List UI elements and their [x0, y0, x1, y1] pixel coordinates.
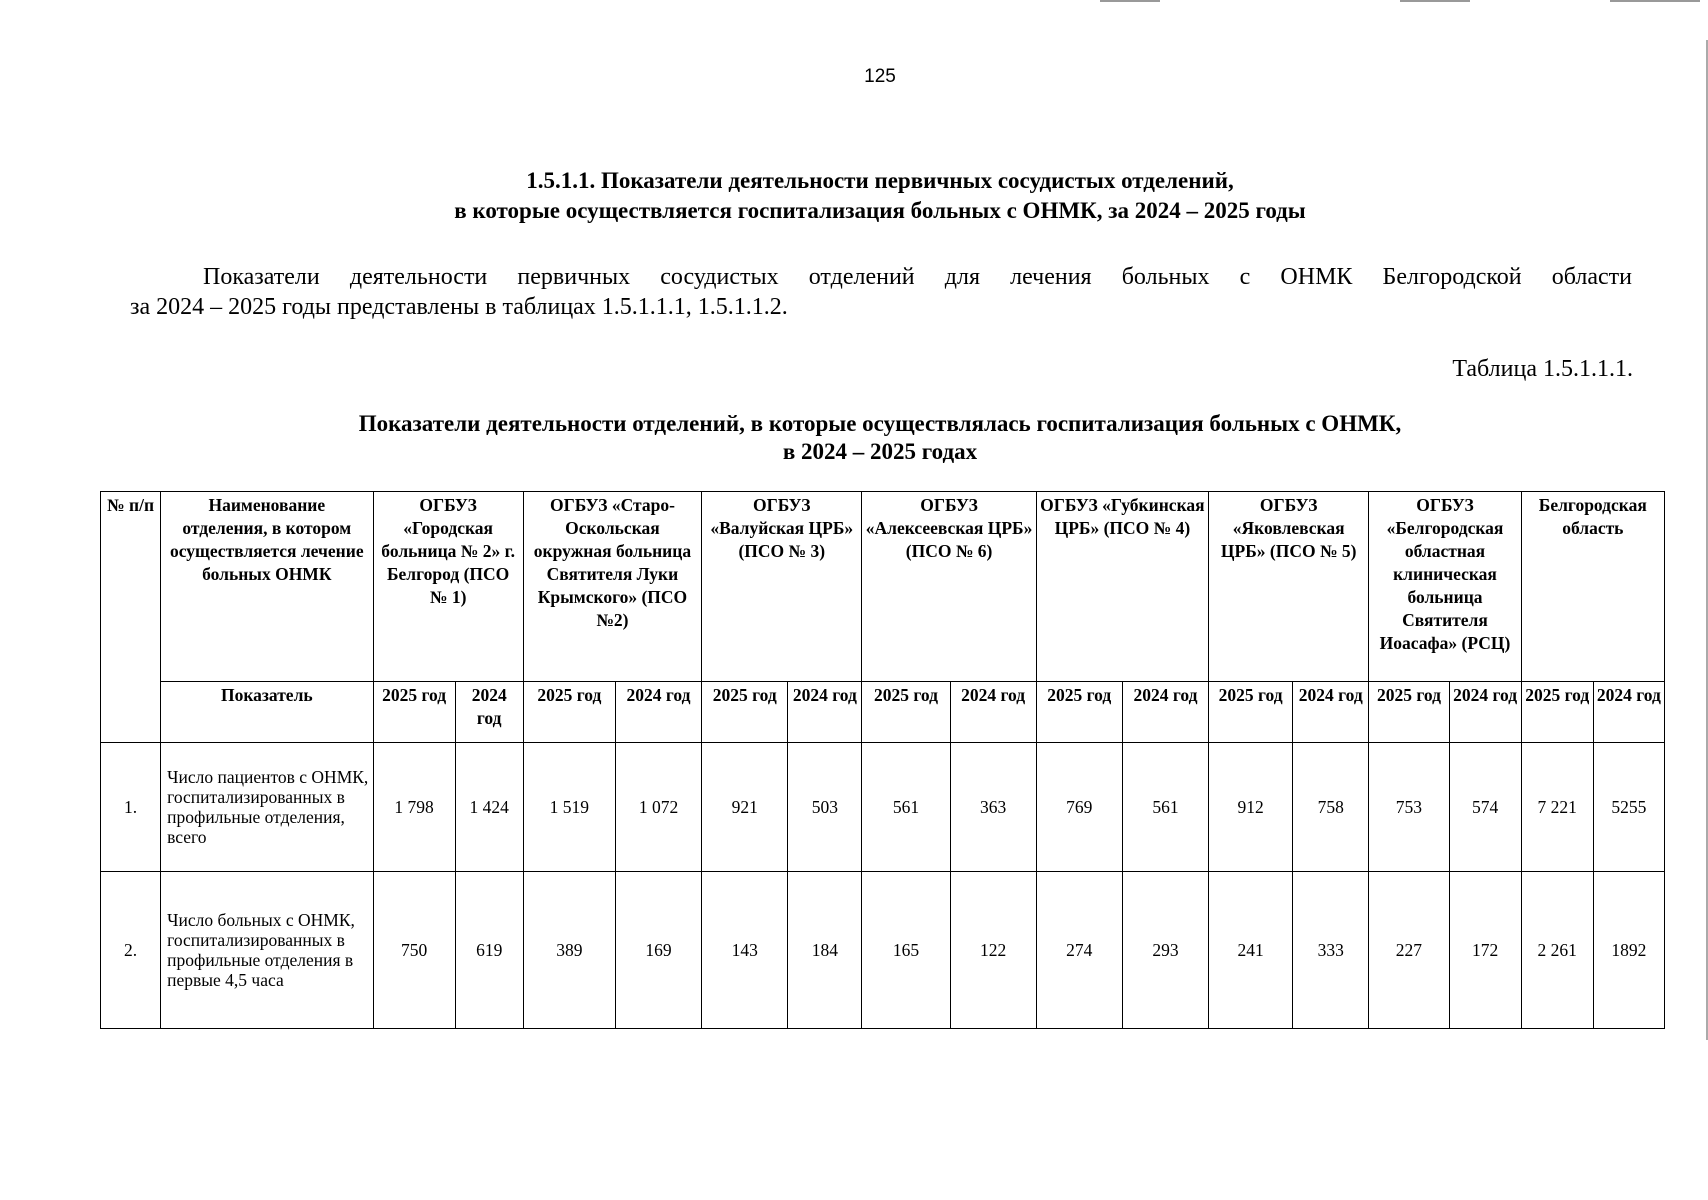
value-cell: 333	[1293, 872, 1369, 1029]
hospital-header: ОГБУЗ «Старо-Оскольская окружная больница Святителя Луки Крымского» (ПСО №2)	[523, 492, 701, 682]
value-cell: 274	[1036, 872, 1122, 1029]
page-number: 125	[864, 66, 896, 87]
value-cell: 184	[788, 872, 862, 1029]
year-header: 2024 год	[615, 682, 701, 743]
intro-line2: за 2024 – 2025 годы представлены в таблицах 1.5.1.1.1, 1.5.1.1.2.	[130, 294, 788, 320]
section-title-line2: в которые осуществляется госпитализация больных с ОНМК, за 2024 – 2025 годы	[454, 198, 1306, 223]
indicators-table	[100, 491, 1665, 1029]
value-cell: 769	[1036, 743, 1122, 872]
year-header: 2025 год	[523, 682, 615, 743]
year-header: 2024 год	[1593, 682, 1664, 743]
hospital-header: ОГБУЗ «Белгородская областная клиническая больница Святителя Иоасафа» (РСЦ)	[1369, 492, 1521, 682]
row-indicator-name: Число больных с ОНМК, госпитализированных в профильные отделения в первые 4,5 часа	[161, 872, 373, 1029]
value-cell: 389	[523, 872, 615, 1029]
value-cell: 293	[1122, 872, 1208, 1029]
header-row-years	[101, 682, 1665, 743]
value-cell: 912	[1209, 743, 1293, 872]
value-cell: 1 519	[523, 743, 615, 872]
value-cell: 172	[1449, 872, 1521, 1029]
year-header: 2024 год	[788, 682, 862, 743]
value-cell: 2 261	[1521, 872, 1593, 1029]
value-cell: 169	[615, 872, 701, 1029]
value-cell: 241	[1209, 872, 1293, 1029]
table-title-line1: Показатели деятельности отделений, в которые осуществлялась госпитализация больных с ОНМК,	[358, 411, 1402, 436]
value-cell: 750	[373, 872, 455, 1029]
value-cell: 227	[1369, 872, 1449, 1029]
value-cell: 1892	[1593, 872, 1664, 1029]
hospital-header: ОГБУЗ «Алексеевская ЦРБ» (ПСО № 6)	[862, 492, 1036, 682]
value-cell: 574	[1449, 743, 1521, 872]
value-cell: 561	[862, 743, 950, 872]
year-header: 2024 год	[455, 682, 523, 743]
value-cell: 1 072	[615, 743, 701, 872]
value-cell: 503	[788, 743, 862, 872]
value-cell: 758	[1293, 743, 1369, 872]
value-cell: 1 798	[373, 743, 455, 872]
col-name-header: Наименование отделения, в котором осуществляется лечение больных ОНМК	[161, 492, 373, 682]
year-header: 2025 год	[862, 682, 950, 743]
year-header: 2025 год	[702, 682, 788, 743]
region-header: Белгородская область	[1521, 492, 1664, 682]
value-cell: 561	[1122, 743, 1208, 872]
table-title	[0, 410, 1708, 466]
value-cell: 5255	[1593, 743, 1664, 872]
year-header: 2024 год	[950, 682, 1036, 743]
year-header: 2025 год	[1036, 682, 1122, 743]
year-header: 2025 год	[1209, 682, 1293, 743]
hospital-header: ОГБУЗ «Яковлевская ЦРБ» (ПСО № 5)	[1209, 492, 1369, 682]
value-cell: 165	[862, 872, 950, 1029]
hospital-header: ОГБУЗ «Валуйская ЦРБ» (ПСО № 3)	[702, 492, 862, 682]
value-cell: 122	[950, 872, 1036, 1029]
value-cell: 921	[702, 743, 788, 872]
year-header: 2024 год	[1122, 682, 1208, 743]
intro-paragraph	[130, 262, 1632, 322]
row-number: 2.	[101, 872, 161, 1029]
value-cell: 1 424	[455, 743, 523, 872]
value-cell: 619	[455, 872, 523, 1029]
hospital-header: ОГБУЗ «Губкинская ЦРБ» (ПСО № 4)	[1036, 492, 1208, 682]
section-title	[0, 166, 1708, 226]
value-cell: 753	[1369, 743, 1449, 872]
hospital-header: ОГБУЗ «Городская больница № 2» г. Белгород (ПСО № 1)	[373, 492, 523, 682]
indicator-header: Показатель	[161, 682, 373, 743]
header-row-hospitals	[101, 492, 1665, 682]
row-number: 1.	[101, 743, 161, 872]
table-row	[101, 743, 1665, 872]
year-header: 2024 год	[1293, 682, 1369, 743]
year-header: 2025 год	[1369, 682, 1449, 743]
value-cell: 363	[950, 743, 1036, 872]
year-header: 2024 год	[1449, 682, 1521, 743]
value-cell: 7 221	[1521, 743, 1593, 872]
table-reference: Таблица 1.5.1.1.1.	[1452, 356, 1633, 382]
section-title-line1: 1.5.1.1. Показатели деятельности первичных сосудистых отделений,	[526, 168, 1234, 193]
table-row	[101, 872, 1665, 1029]
value-cell: 143	[702, 872, 788, 1029]
col-number-header: № п/п	[101, 492, 161, 743]
year-header: 2025 год	[1521, 682, 1593, 743]
table-title-line2: в 2024 – 2025 годах	[782, 439, 978, 464]
intro-line1: Показатели деятельности первичных сосудистых отделений для лечения больных с ОНМК Белгородской области	[203, 264, 1632, 290]
year-header: 2025 год	[373, 682, 455, 743]
row-indicator-name: Число пациентов с ОНМК, госпитализированных в профильные отделения, всего	[161, 743, 373, 872]
